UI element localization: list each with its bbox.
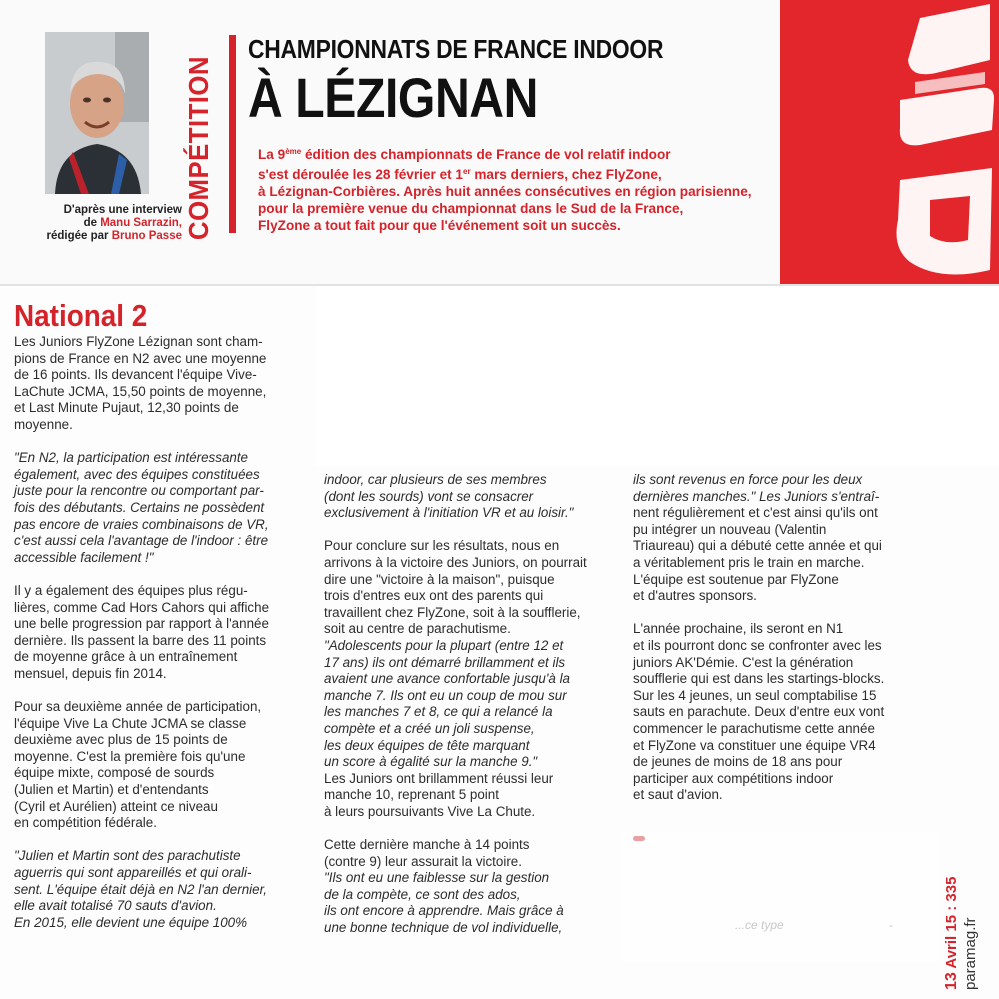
- text-line: lières, comme Cad Hors Cahors qui affiche: [14, 599, 270, 615]
- credits-line-2: de Manu Sarrazin,: [83, 217, 182, 229]
- text-line: dernières manches." Les Juniors s'entraî-: [633, 488, 880, 504]
- text-line: [633, 605, 933, 622]
- faint-text: ...ce type: [735, 918, 784, 932]
- category-label: COMPÉTITION: [183, 56, 214, 240]
- red-brand-panel: [780, 0, 999, 286]
- text-line: les deux équipes de tête marquant: [324, 737, 530, 753]
- text-line: a véritablement pris le train en marche.: [633, 554, 865, 570]
- text-line: "Julien et Martin sont des parachutiste: [14, 848, 241, 864]
- text-line: de 16 points. Ils devancent l'équipe Vive-: [14, 367, 257, 383]
- text-line: pions de France en N2 avec une moyenne: [14, 350, 267, 366]
- redacted-area-2: [620, 832, 940, 962]
- credits-line-3: rédigée par Bruno Passe: [46, 230, 182, 242]
- text-line: travaillent chez FlyZone, soit à la soufflerie,: [324, 604, 581, 620]
- author-credits: [14, 204, 182, 243]
- text-line: à leurs poursuivants Vive La Chute.: [324, 803, 536, 819]
- text-line: accessible facilement !": [14, 549, 154, 565]
- text-line: Pour sa deuxième année de participation,: [14, 699, 262, 715]
- text-line: juste pour la rencontre ou comportant par-: [14, 483, 264, 499]
- text-line: trois d'entres eux ont des parents qui: [324, 588, 544, 604]
- text-line: pu intégrer un nouveau (Valentin: [633, 521, 827, 537]
- redacted-area: [316, 286, 999, 466]
- text-line: participer aux compétitions indoor: [633, 770, 834, 786]
- intro-line: FlyZone a tout fait pour que l'événement soit un succès.: [258, 217, 621, 233]
- text-line: Pour conclure sur les résultats, nous en: [324, 538, 560, 554]
- text-line: Cette dernière manche à 14 points: [324, 837, 530, 853]
- text-line: indoor, car plusieurs de ses membres: [324, 472, 547, 487]
- text-line: [14, 566, 314, 583]
- title-line-1: CHAMPIONNATS DE FRANCE INDOOR: [248, 34, 664, 64]
- text-line: [14, 682, 314, 699]
- text-line: [324, 820, 624, 837]
- text-line: [14, 832, 314, 849]
- text-column-3: [633, 472, 933, 804]
- text-line: et ils pourront donc se confronter avec les: [633, 637, 882, 653]
- text-line: [324, 522, 624, 539]
- text-line: nent régulièrement et c'est ainsi qu'ils ont: [633, 505, 878, 521]
- text-line: et Last Minute Pujaut, 12,30 points de: [14, 400, 239, 416]
- text-line: compète et a créé un joli suspense,: [324, 720, 535, 736]
- faint-dash: -: [889, 918, 893, 932]
- text-line: sauts en parachute. Deux d'entre eux vont: [633, 704, 885, 720]
- author-portrait: [45, 32, 149, 194]
- intro-line: pour la première venue du championnat dans le Sud de la France,: [258, 200, 684, 216]
- text-line: de la compète, ce sont des ados,: [324, 886, 521, 902]
- text-line: une belle progression par rapport à l'année: [14, 616, 269, 632]
- faint-red-mark: [633, 836, 645, 841]
- text-line: (dont les sourds) vont se consacrer: [324, 488, 534, 504]
- text-line: pas encore de vraies combinaisons de VR,: [14, 516, 269, 532]
- text-line: "Adolescents pour la plupart (entre 12 et: [324, 637, 564, 653]
- brand-graphic: [780, 0, 999, 286]
- interviewee-name: Manu Sarrazin,: [100, 217, 182, 229]
- text-line: deuxième avec plus de 15 points de: [14, 732, 228, 748]
- intro-line: s'est déroulée les 28 février et 1er mars derniers, chez FlyZone,: [258, 166, 662, 182]
- author-name: Bruno Passe: [111, 230, 182, 242]
- text-line: manche 7. Ils ont eu un coup de mou sur: [324, 687, 567, 703]
- text-line: (Cyril et Aurélien) atteint ce niveau: [14, 798, 218, 814]
- text-line: moyenne. C'est la première fois qu'une: [14, 748, 246, 764]
- text-line: 17 ans) ils ont démarré brillamment et ils: [324, 654, 566, 670]
- text-line: un score à égalité sur la manche 9.": [324, 754, 538, 770]
- accent-bar: [229, 35, 236, 233]
- intro-paragraph: [258, 144, 778, 235]
- text-line: ils sont revenus en force pour les deux: [633, 472, 863, 487]
- text-line: sent. L'équipe était déjà en N2 l'an dernier,: [14, 881, 268, 897]
- text-line: les manches 7 et 8, ce qui a relancé la: [324, 704, 553, 720]
- text-line: de jeunes de moins de 18 ans pour: [633, 754, 843, 770]
- text-line: l'équipe Vive La Chute JCMA se classe: [14, 715, 247, 731]
- issue-info: Avril 15 : 335: [943, 876, 960, 969]
- text-line: (contre 9) leur assurait la victoire.: [324, 853, 522, 869]
- text-line: Il y a également des équipes plus régu-: [14, 582, 248, 598]
- text-line: Les Juniors ont brillamment réussi leur: [324, 770, 554, 786]
- credits-line-1: D'après une interview: [63, 204, 182, 216]
- text-line: soufflerie qui est dans les startings-blocks.: [633, 671, 885, 687]
- text-column-1: [14, 334, 314, 931]
- text-line: L'année prochaine, ils seront en N1: [633, 621, 844, 637]
- text-line: c'est aussi cela l'avantage de l'indoor : être: [14, 533, 269, 549]
- text-line: avaient une avance confortable jusqu'à la: [324, 671, 570, 687]
- text-line: mensuel, depuis fin 2014.: [14, 665, 167, 681]
- text-line: manche 10, reprenant 5 point: [324, 787, 499, 803]
- text-line: de moyenne grâce à un entraînement: [14, 649, 238, 665]
- text-line: "En N2, la participation est intéressante: [14, 450, 249, 466]
- text-line: [14, 434, 314, 451]
- text-line: équipe mixte, composé de sourds: [14, 765, 215, 781]
- page-number: 13: [943, 972, 960, 990]
- text-line: et d'autres sponsors.: [633, 588, 757, 604]
- article-header: [0, 0, 999, 286]
- text-line: commencer le parachutisme cette année: [633, 720, 875, 736]
- text-line: arrivons à la victoire des Juniors, on pourrait: [324, 554, 587, 570]
- text-line: fois des débutants. Certains ne possèdent: [14, 499, 265, 515]
- text-line: aguerris qui sont appareillés et qui orali-: [14, 865, 252, 880]
- text-line: une bonne technique de vol individuelle,: [324, 920, 563, 936]
- text-line: exclusivement à l'initiation VR et au loisir.": [324, 505, 574, 521]
- text-line: soit au centre de parachutisme.: [324, 621, 511, 637]
- text-line: dire une "victoire à la maison", puisque: [324, 571, 555, 587]
- site-url: paramag.fr: [962, 917, 979, 990]
- text-line: dernière. Ils passent la barre des 11 points: [14, 632, 267, 648]
- text-line: En 2015, elle devient une équipe 100%: [14, 914, 248, 930]
- text-line: LaChute JCMA, 15,50 points de moyenne,: [14, 383, 267, 399]
- text-line: elle avait totalisé 70 sauts d'avion.: [14, 898, 217, 914]
- text-line: L'équipe est soutenue par FlyZone: [633, 571, 839, 587]
- text-line: juniors AK'Démie. C'est la génération: [633, 654, 854, 670]
- text-line: Triaureau) qui a débuté cette année et qui: [633, 538, 882, 554]
- title-line-2: À LÉZIGNAN: [248, 66, 539, 129]
- text-line: Sur les 4 jeunes, un seul comptabilise 15: [633, 687, 877, 703]
- section-title: National 2: [14, 298, 148, 333]
- intro-line: à Lézignan-Corbières. Après huit années consécutives en région parisienne,: [258, 183, 752, 199]
- text-line: Les Juniors FlyZone Lézignan sont cham-: [14, 334, 263, 349]
- text-line: "Ils ont eu une faiblesse sur la gestion: [324, 870, 550, 886]
- text-line: moyenne.: [14, 416, 73, 432]
- text-line: ils ont encore à apprendre. Mais grâce à: [324, 903, 564, 919]
- text-column-2: [324, 472, 624, 937]
- folio: [943, 877, 961, 990]
- text-line: (Julien et Martin) et d'entendants: [14, 782, 209, 798]
- text-line: en compétition fédérale.: [14, 815, 157, 831]
- text-line: et FlyZone va constituer une équipe VR4: [633, 737, 876, 753]
- text-line: également, avec des équipes constituées: [14, 466, 260, 482]
- text-line: et saut d'avion.: [633, 787, 723, 803]
- intro-line: La 9ème édition des championnats de France de vol relatif indoor: [258, 147, 671, 162]
